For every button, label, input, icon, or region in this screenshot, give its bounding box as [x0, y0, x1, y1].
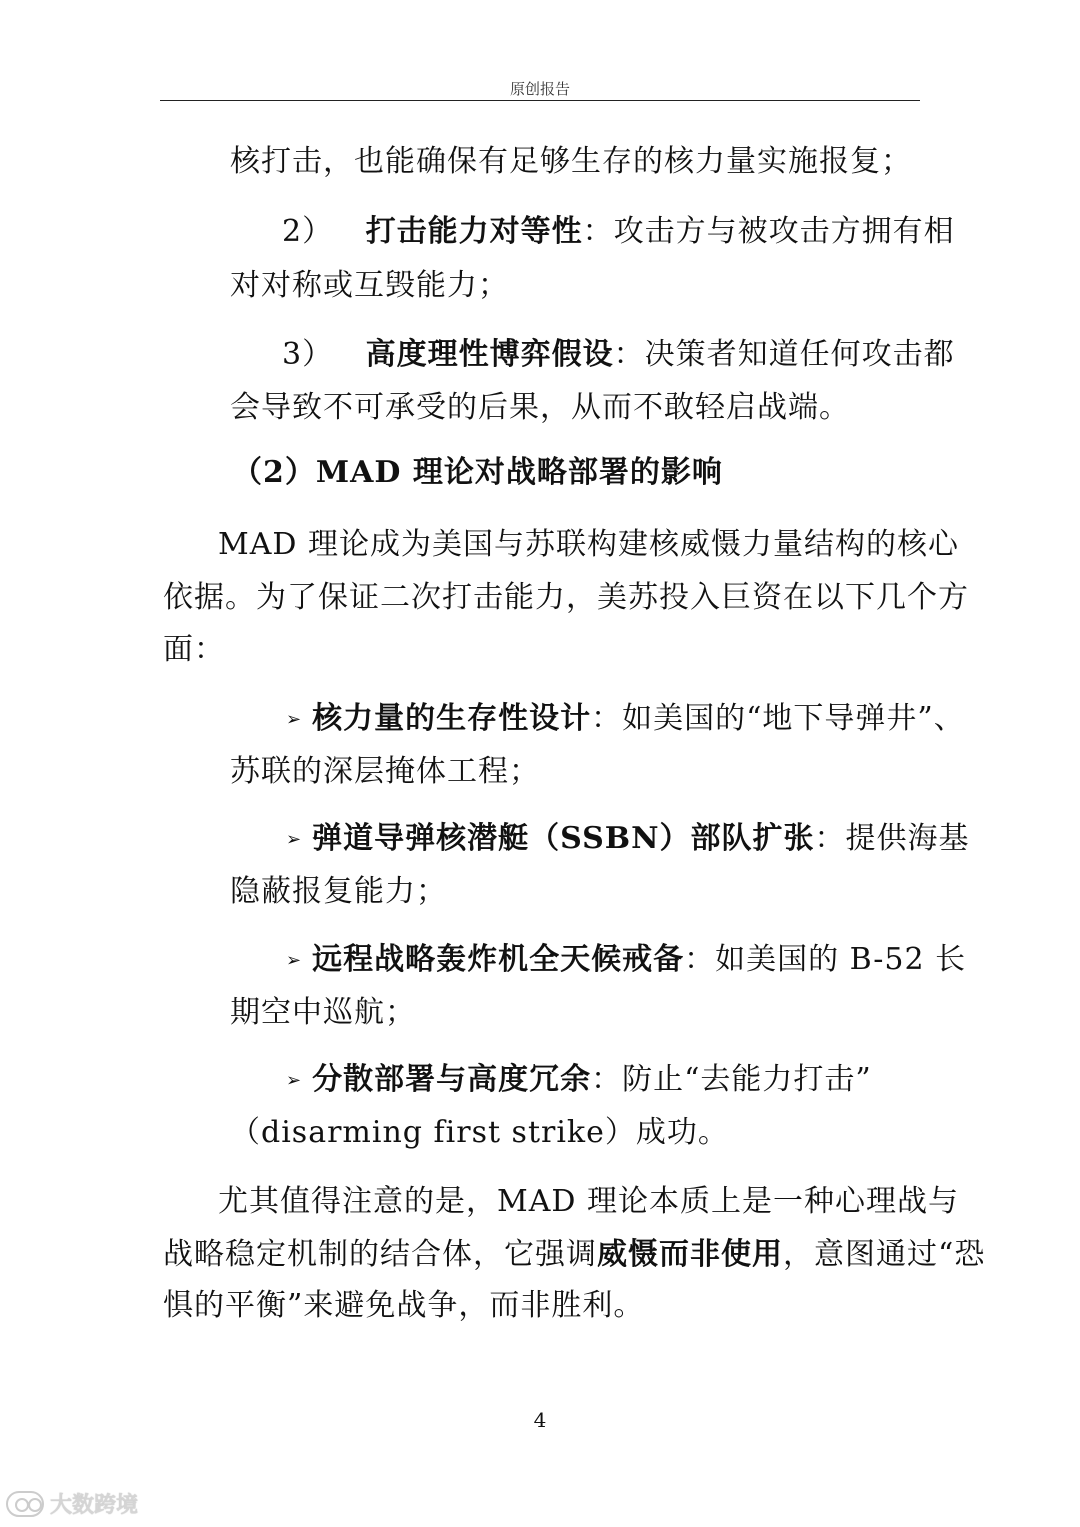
list-item-3	[282, 325, 955, 385]
text-line	[230, 983, 416, 1043]
page-number: 4	[533, 1408, 547, 1432]
bullet-text: ：如美国的“地下导弹井”、	[591, 701, 965, 736]
header-divider	[160, 100, 920, 101]
list-item-2	[282, 202, 955, 262]
watermark-logo-icon	[6, 1491, 44, 1517]
bullet-item-1	[286, 689, 965, 750]
bullet-item-2	[286, 809, 970, 870]
text-span: 面：	[163, 632, 225, 667]
list-text-cont: 对对称或互毁能力；	[230, 268, 509, 303]
bullet-text-cont: （disarming first strike）成功。	[230, 1115, 729, 1150]
list-term: 高度理性博弈假设	[365, 337, 614, 372]
text-span: 战略稳定机制的结合体，它强调	[163, 1237, 597, 1272]
text-span: 尤其值得注意的是，MAD 理论本质上是一种心理战与	[218, 1184, 959, 1219]
emphasis-text: 威慑而非使用	[597, 1237, 783, 1272]
text-line	[230, 378, 850, 438]
bullet-text-cont: 隐蔽报复能力；	[230, 874, 447, 909]
bullet-text-cont: 期空中巡航；	[230, 995, 416, 1030]
list-text-cont: 会导致不可承受的后果，从而不敢轻启战端。	[230, 390, 850, 425]
bullet-arrow-icon: ➢	[286, 1070, 303, 1091]
text-line	[230, 1103, 729, 1163]
bullet-text: ：如美国的 B-52 长	[684, 942, 967, 977]
list-number: 3）	[282, 337, 334, 372]
bullet-arrow-icon: ➢	[286, 950, 303, 971]
bullet-text: ：防止“去能力打击”	[591, 1062, 872, 1097]
bullet-arrow-icon: ➢	[286, 829, 303, 850]
text-span: ，意图通过“恐	[783, 1237, 986, 1272]
bullet-text: ：提供海基	[814, 821, 970, 856]
text-line	[230, 132, 912, 192]
text-span: MAD 理论成为美国与苏联构建核威慑力量结构的核心	[218, 527, 959, 562]
list-number: 2）	[282, 214, 334, 249]
section-heading: （2）MAD 理论对战略部署的影响	[232, 455, 723, 490]
list-text: ：攻击方与被攻击方拥有相	[582, 214, 955, 249]
bullet-item-3	[286, 930, 966, 991]
bullet-term: 核力量的生存性设计	[312, 701, 592, 736]
bullet-term: 远程战略轰炸机全天候戒备	[312, 942, 685, 977]
list-text: ：决策者知道任何攻击都	[613, 337, 955, 372]
bullet-text-cont: 苏联的深层掩体工程；	[230, 754, 540, 789]
bullet-arrow-icon: ➢	[286, 709, 303, 730]
text-line	[218, 1172, 959, 1232]
text-span: 依据。为了保证二次打击能力，美苏投入巨资在以下几个方	[163, 580, 969, 615]
text-line	[230, 256, 509, 316]
text-span: 惧的平衡”来避免战争，而非胜利。	[163, 1288, 645, 1323]
watermark-text: 大数跨境	[50, 1493, 139, 1518]
bullet-term: 分散部署与高度冗余	[312, 1062, 592, 1097]
watermark	[6, 1488, 138, 1519]
text-line	[163, 620, 225, 680]
text-line	[163, 568, 969, 628]
header-title: 原创报告	[509, 80, 570, 98]
text-line	[230, 742, 540, 802]
text-span: 核打击，也能确保有足够生存的核力量实施报复；	[230, 144, 912, 179]
bullet-term: 弹道导弹核潜艇（SSBN）部队扩张	[312, 821, 815, 856]
list-term: 打击能力对等性	[365, 214, 583, 249]
text-line	[230, 862, 447, 922]
bullet-item-4	[286, 1050, 872, 1111]
text-line	[163, 1276, 644, 1336]
text-line	[218, 515, 959, 575]
